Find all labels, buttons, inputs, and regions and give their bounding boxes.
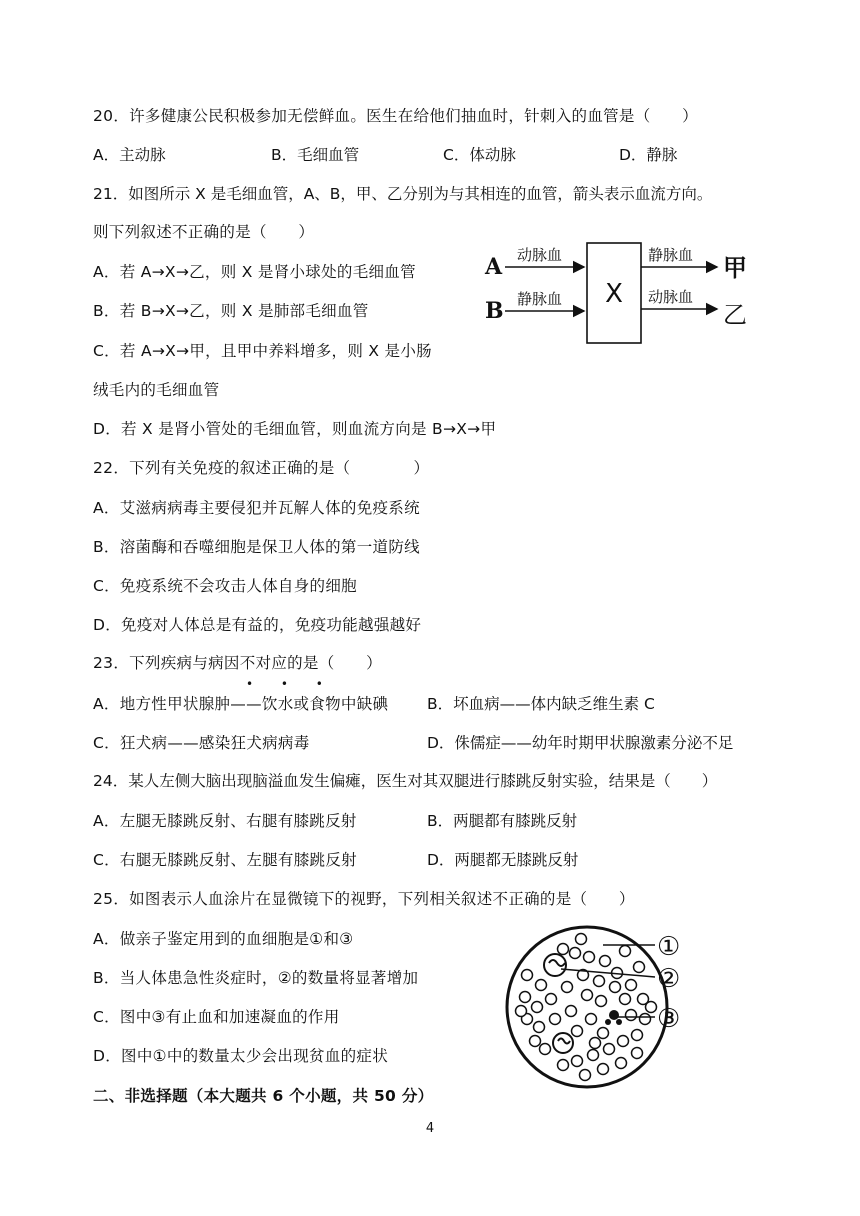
q24-option-a: A．左腿无膝跳反射、右腿有膝跳反射 xyxy=(93,812,357,830)
red-blood-cell xyxy=(590,1038,601,1049)
red-blood-cell xyxy=(558,944,569,955)
q21-option-a: A．若 A→X→乙，则 X 是肾小球处的毛细血管 xyxy=(93,263,416,281)
q22-option-b: B．溶菌酶和吞噬细胞是保卫人体的第一道防线 xyxy=(93,538,420,556)
q21-stem-line1: 21．如图所示 X 是毛细血管，A、B，甲、乙分别为与其相连的血管，箭头表示血流方向。 xyxy=(93,185,713,203)
red-blood-cell xyxy=(540,1044,551,1055)
red-blood-cell xyxy=(522,970,533,981)
red-blood-cell xyxy=(572,1026,583,1037)
red-blood-cell xyxy=(634,962,645,973)
red-blood-cell xyxy=(566,1006,577,1017)
arrow-out-bottom-label: 动脉血 xyxy=(648,288,694,306)
red-blood-cell xyxy=(610,982,621,993)
q21-stem-line2: 则下列叙述不正确的是（ ） xyxy=(93,223,315,241)
q22-option-c: C．免疫系统不会攻击人体自身的细胞 xyxy=(93,577,357,595)
q20-option-c: C．体动脉 xyxy=(443,146,516,164)
red-blood-cell xyxy=(584,952,595,963)
red-blood-cell xyxy=(530,1036,541,1047)
red-blood-cell xyxy=(516,1006,527,1017)
red-blood-cell xyxy=(586,1014,597,1025)
platelet xyxy=(605,1019,611,1025)
arrow-out-top-label: 静脉血 xyxy=(648,246,694,264)
red-blood-cell xyxy=(588,1050,599,1061)
red-blood-cell xyxy=(582,990,593,1001)
q23-option-c: C．狂犬病——感染狂犬病病毒 xyxy=(93,734,310,752)
red-blood-cell xyxy=(632,1048,643,1059)
capillary-flow-diagram xyxy=(483,240,763,350)
q25-option-c: C．图中③有止血和加速凝血的作用 xyxy=(93,1008,340,1026)
platelet xyxy=(616,1019,622,1025)
red-blood-cell xyxy=(604,1044,615,1055)
red-blood-cell xyxy=(620,994,631,1005)
red-blood-cell xyxy=(580,1070,591,1081)
q24-option-c: C．右腿无膝跳反射、左腿有膝跳反射 xyxy=(93,851,357,869)
red-blood-cell xyxy=(598,1064,609,1075)
red-blood-cell xyxy=(520,992,531,1003)
q25-option-d: D．图中①中的数量太少会出现贫血的症状 xyxy=(93,1047,389,1065)
section-title: 二、非选择题（本大题共 6 个小题，共 50 分） xyxy=(93,1087,434,1105)
red-blood-cell xyxy=(536,980,547,991)
q23-option-b: B．坏血病——体内缺乏维生素 C xyxy=(427,695,655,713)
red-blood-cell xyxy=(576,934,587,945)
q23-option-a: A．地方性甲状腺肿——饮水或食物中缺碘 xyxy=(93,695,389,713)
red-blood-cell xyxy=(646,1002,657,1013)
red-blood-cell xyxy=(534,1022,545,1033)
diagram-label-b: B xyxy=(485,298,504,324)
red-blood-cell xyxy=(598,1028,609,1039)
emphasis-dots: • • • xyxy=(246,677,335,691)
q20-stem: 20．许多健康公民积极参加无偿鲜血。医生在给他们抽血时，针刺入的血管是（ ） xyxy=(93,107,698,125)
q25-option-b: B．当人体患急性炎症时，②的数量将显著增加 xyxy=(93,969,419,987)
red-blood-cell xyxy=(594,976,605,987)
q21-option-c-line2: 绒毛内的毛细血管 xyxy=(93,381,220,399)
q23-option-d: D．侏儒症——幼年时期甲状腺激素分泌不足 xyxy=(427,734,734,752)
q21-option-d: D．若 X 是肾小管处的毛细血管，则血流方向是 B→X→甲 xyxy=(93,420,497,438)
blood-smear-diagram xyxy=(505,915,705,1105)
red-blood-cell xyxy=(562,982,573,993)
red-blood-cell xyxy=(596,996,607,1007)
arrow-a-label: 动脉血 xyxy=(517,246,563,264)
red-blood-cell xyxy=(600,956,611,967)
red-blood-cell xyxy=(620,946,631,957)
red-blood-cell xyxy=(626,980,637,991)
page-number: 4 xyxy=(425,1121,435,1136)
red-blood-cell xyxy=(550,1014,561,1025)
label-3: ③ xyxy=(657,1004,681,1034)
q25-stem: 25．如图表示人血涂片在显微镜下的视野，下列相关叙述不正确的是（ ） xyxy=(93,890,635,908)
q21-option-b: B．若 B→X→乙，则 X 是肺部毛细血管 xyxy=(93,302,369,320)
red-blood-cell xyxy=(546,994,557,1005)
red-blood-cell xyxy=(558,1060,569,1071)
q23-stem: 23．下列疾病与病因不对应的是（ ） xyxy=(93,654,382,672)
red-blood-cell xyxy=(626,1010,637,1021)
q24-option-b: B．两腿都有膝跳反射 xyxy=(427,812,578,830)
red-blood-cell xyxy=(632,1030,643,1041)
q22-option-d: D．免疫对人体总是有益的，免疫功能越强越好 xyxy=(93,616,422,634)
platelet xyxy=(609,1010,619,1020)
q20-option-d: D．静脉 xyxy=(619,146,678,164)
red-blood-cell xyxy=(618,1036,629,1047)
q25-option-a: A．做亲子鉴定用到的血细胞是①和③ xyxy=(93,930,354,948)
output-top-label: 甲 xyxy=(723,254,747,282)
diagram-label-a: A xyxy=(485,254,503,280)
white-blood-cell xyxy=(553,1033,573,1053)
q22-option-a: A．艾滋病病毒主要侵犯并瓦解人体的免疫系统 xyxy=(93,499,420,517)
arrow-b-label: 静脉血 xyxy=(517,290,563,308)
red-blood-cell xyxy=(570,948,581,959)
q20-option-a: A．主动脉 xyxy=(93,146,166,164)
q20-option-b: B．毛细血管 xyxy=(271,146,360,164)
red-blood-cell xyxy=(640,1014,651,1025)
capillary-box-label: X xyxy=(605,279,623,309)
q24-stem: 24．某人左侧大脑出现脑溢血发生偏瘫，医生对其双腿进行膝跳反射实验，结果是（ ） xyxy=(93,772,718,790)
q22-stem: 22．下列有关免疫的叙述正确的是（ ） xyxy=(93,459,430,477)
output-bottom-label: 乙 xyxy=(723,301,747,329)
label-2: ② xyxy=(657,964,681,994)
label-1: ① xyxy=(657,932,681,962)
red-blood-cell xyxy=(616,1058,627,1069)
red-blood-cell xyxy=(572,1056,583,1067)
q24-option-d: D．两腿都无膝跳反射 xyxy=(427,851,579,869)
red-blood-cell xyxy=(532,1002,543,1013)
q21-option-c-line1: C．若 A→X→甲，且甲中养料增多，则 X 是小肠 xyxy=(93,342,432,360)
